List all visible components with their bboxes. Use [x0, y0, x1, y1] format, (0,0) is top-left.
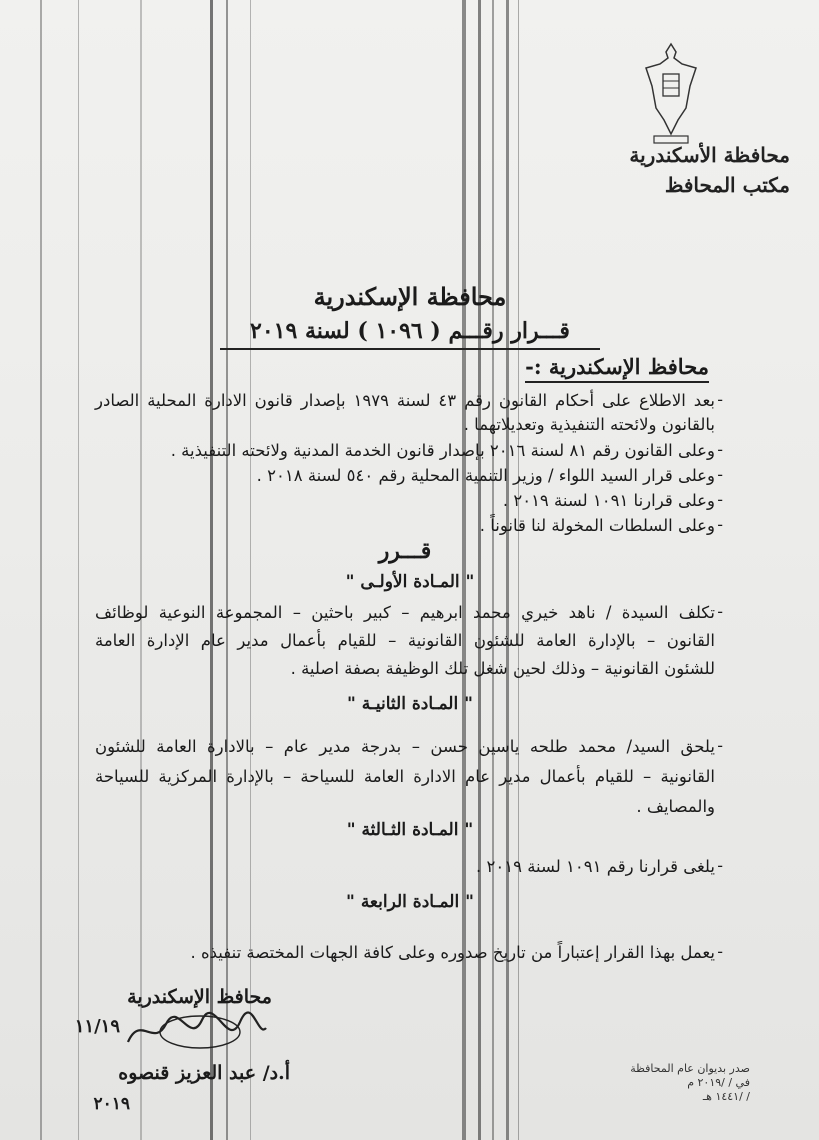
stamp-line: / /١٤٤١ هـ: [702, 1090, 750, 1103]
bullet-dash: -: [717, 736, 723, 755]
signature-title: محافظ الإسكندرية: [127, 986, 272, 1008]
article-1-heading: " المـادة الأولـى ": [345, 572, 475, 592]
article-4-heading: " المـادة الرابعة ": [346, 892, 474, 912]
stamp-line: في / /٢٠١٩ م: [687, 1076, 750, 1089]
article-2-line: والمصايف .: [636, 797, 715, 816]
signature-footnote: ٢٠١٩: [93, 1094, 130, 1114]
scan-streak: [78, 0, 79, 1140]
scan-streak: [226, 0, 228, 1140]
scan-streak: [478, 0, 481, 1140]
article-3-heading: " المـادة الثـالثة ": [346, 820, 474, 840]
scan-streak: [492, 0, 494, 1140]
bullet-dash: -: [717, 602, 723, 621]
article-4-line: يعمل بهذا القرار إعتباراً من تاريخ صدوره وعلى كافة الجهات المختصة تنفيذه .: [190, 943, 715, 962]
preamble-line: بالقانون ولائحته التنفيذية وتعديلاتهما .: [463, 415, 715, 434]
scan-streak: [40, 0, 42, 1140]
article-1-line: القانون – بالإدارة العامة للشئون القانونية – للقيام بأعمال مدير عام الإدارة العامة: [95, 631, 715, 650]
article-2-line: يلحق السيد/ محمد طلحه ياسين حسن – بدرجة مدير عام – بالادارة العامة للشئون: [95, 737, 715, 756]
scan-streak: [140, 0, 142, 1140]
stamp-line: صدر بديوان عام المحافظة: [630, 1062, 750, 1075]
letterhead: [560, 140, 790, 200]
bullet-dash: -: [717, 515, 723, 534]
handwritten-signature-icon: [120, 1008, 270, 1054]
bullet-dash: -: [717, 942, 723, 961]
scan-streak: [250, 0, 251, 1140]
article-3-line: يلغى قرارنا رقم ١٠٩١ لسنة ٢٠١٩ .: [476, 857, 715, 876]
preamble-line: بعد الاطلاع على أحكام القانون رقم ٤٣ لسنة ١٩٧٩ بإصدار قانون الادارة المحلية الصادر: [95, 391, 716, 410]
scan-streak: [462, 0, 466, 1140]
article-1-line: تكلف السيدة / ناهد خيري محمد ابرهيم – كبير باحثين – المجموعة النوعية لوظائف: [95, 603, 715, 622]
bullet-dash: -: [717, 390, 723, 409]
scan-streak: [210, 0, 213, 1140]
eagle-emblem-icon: [638, 38, 704, 148]
bullet-dash: -: [717, 490, 723, 509]
decree-title: قـــرار رقـــم ( ١٠٩٦ ) لسنة ٢٠١٩: [220, 318, 600, 350]
letterhead-office: مكتب المحافظ: [664, 173, 790, 197]
preamble-line: وعلى قرار السيد اللواء / وزير التنمية المحلية رقم ٥٤٠ لسنة ٢٠١٨ .: [256, 466, 715, 485]
article-2-line: القانونية – للقيام بأعمال مدير عام الادارة العامة للسياحة – بالإدارة المركزية للسياحة: [95, 767, 715, 786]
signature-date: ١١/١٩: [74, 1016, 120, 1037]
preamble-line: وعلى القانون رقم ٨١ لسنة ٢٠١٦ بإصدار قانون الخدمة المدنية ولائحته التنفيذية .: [170, 441, 715, 460]
preamble-line: وعلى السلطات المخولة لنا قانوناً .: [479, 516, 715, 535]
letterhead-governorate: محافظة الأسكندرية: [629, 143, 790, 167]
preamble-heading: محافظ الإسكندرية :-: [525, 354, 709, 383]
title-governorate: محافظة الإسكندرية: [313, 282, 507, 311]
bullet-dash: -: [717, 465, 723, 484]
decision-heading: قـــرر: [378, 538, 432, 564]
article-2-heading: " المـادة الثانيـة ": [346, 694, 473, 714]
preamble-line: وعلى قرارنا ١٠٩١ لسنة ٢٠١٩ .: [502, 491, 715, 510]
issue-stamp: [600, 1062, 750, 1104]
bullet-dash: -: [717, 440, 723, 459]
scan-streak: [518, 0, 519, 1140]
signature-name: أ.د/ عبد العزيز قنصوه: [118, 1062, 290, 1084]
bullet-dash: -: [717, 856, 723, 875]
article-1-line: للشئون القانونية – وذلك لحين شغل تلك الوظيفة بصفة اصلية .: [290, 659, 715, 678]
scan-streak: [506, 0, 509, 1140]
